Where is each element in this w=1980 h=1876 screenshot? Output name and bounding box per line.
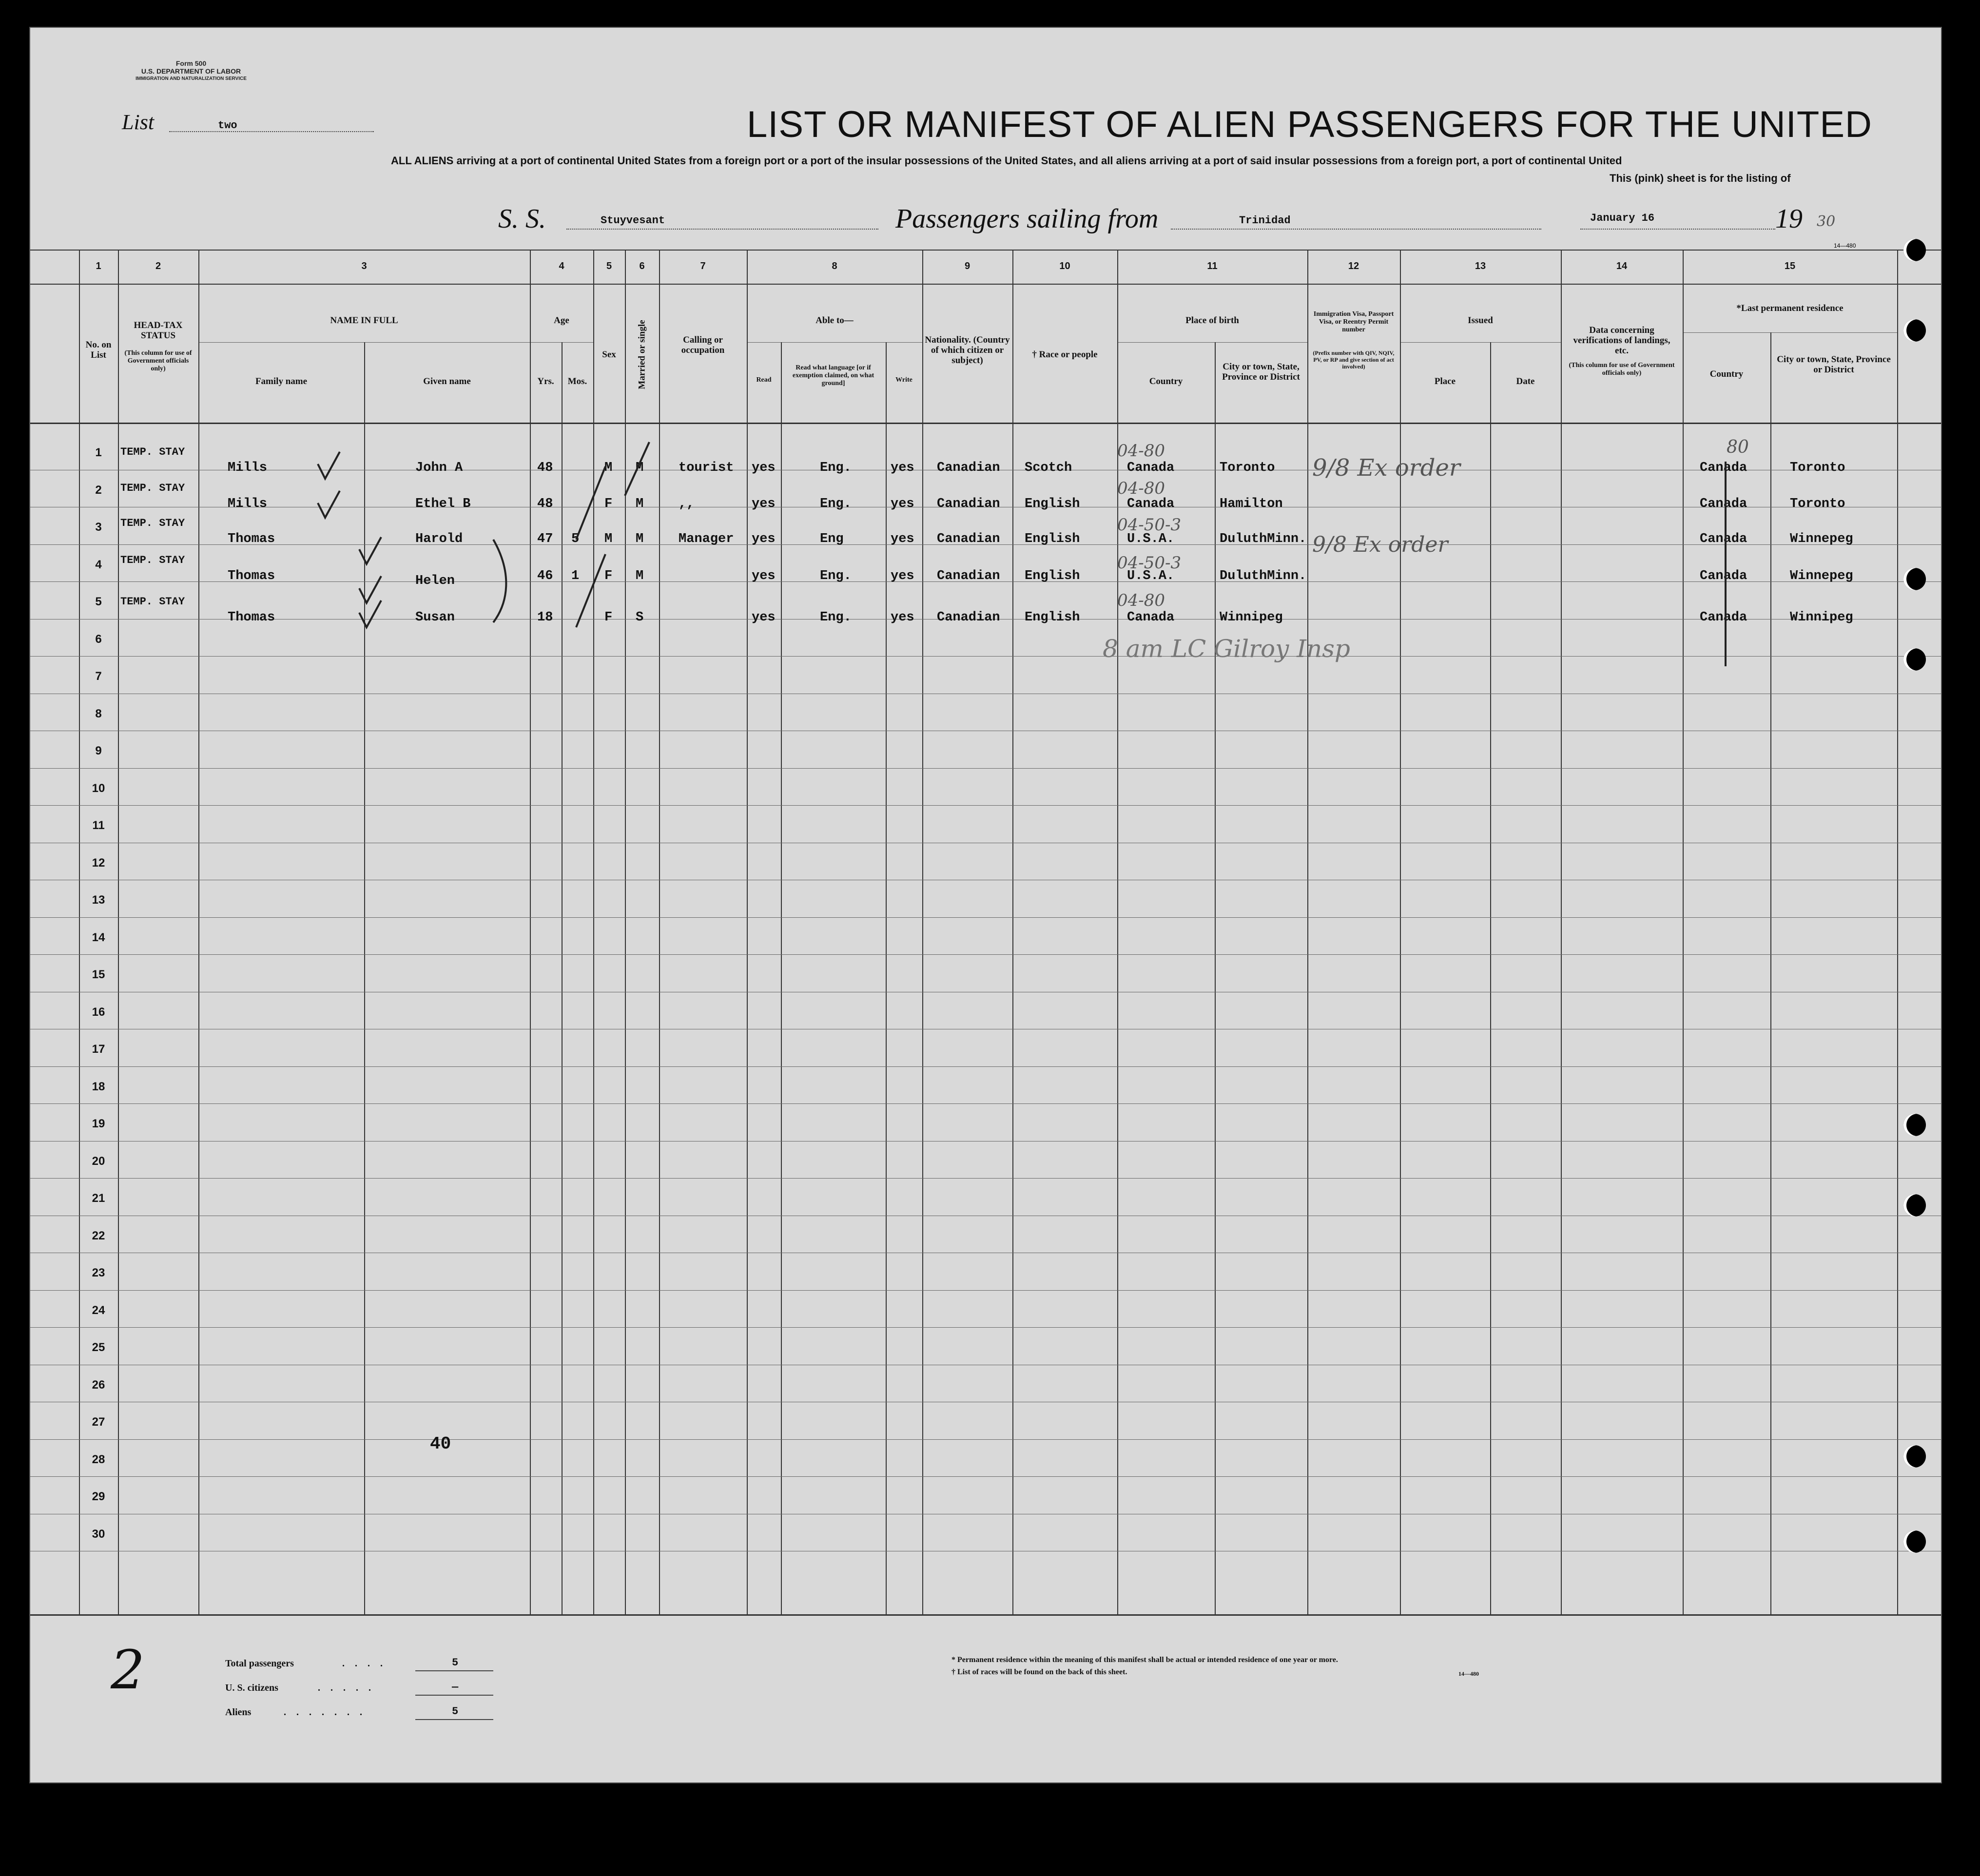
check-mark (359, 600, 381, 627)
header-family-name: Family name (255, 376, 308, 387)
row-number: 7 (95, 670, 102, 683)
passenger-birth-country: Canada (1127, 610, 1175, 625)
passenger-read-language: Eng. (820, 497, 852, 511)
header-head-tax: HEAD-TAX STATUS (134, 320, 183, 341)
row-number: 21 (92, 1192, 105, 1205)
header-birth-country: Country (1149, 376, 1183, 387)
passenger-can-read: yes (752, 461, 776, 475)
check-mark (359, 576, 381, 603)
col-num-2: 2 (155, 261, 161, 271)
header-visa: Immigration Visa, Passport Visa, or Reentry Permit number (1313, 310, 1394, 333)
header-calling: Calling or occupation (681, 335, 725, 355)
passenger-sex: F (604, 497, 613, 511)
col-num-11: 11 (1207, 261, 1218, 271)
dots: . . . . . (318, 1683, 375, 1693)
passenger-head-tax-status: TEMP. STAY (120, 596, 185, 608)
row-number: 28 (92, 1452, 105, 1466)
corner-code: 14—480 (1834, 242, 1856, 249)
passenger-family-name: Thomas (228, 532, 275, 546)
passenger-can-write: yes (891, 569, 914, 583)
passenger-age-years: 18 (537, 610, 553, 625)
sailing-value: Trinidad (1239, 214, 1291, 227)
header-no-on-list: No. on List (85, 340, 112, 360)
passenger-family-name: Thomas (228, 610, 275, 625)
ss-label: S. S. (498, 204, 546, 234)
birth-code-2: 04-80 (1117, 479, 1165, 498)
visa-note-3: 9/8 Ex order (1312, 532, 1448, 557)
punch-hole (1903, 1114, 1926, 1136)
total-line (415, 1670, 493, 1671)
passenger-given-name: John A (415, 461, 463, 475)
handwritten-strokes (30, 28, 1941, 1782)
aliens-label: Aliens (225, 1707, 252, 1718)
passenger-head-tax-status: TEMP. STAY (120, 482, 185, 494)
citizens-line (415, 1695, 493, 1696)
us-citizens-label: U. S. citizens (225, 1683, 278, 1693)
passenger-family-name: Mills (228, 497, 268, 511)
row-number: 19 (92, 1117, 105, 1130)
row-number: 2 (95, 483, 102, 497)
passenger-nationality: Canadian (937, 610, 1000, 625)
passenger-nationality: Canadian (937, 532, 1000, 546)
passenger-can-read: yes (752, 610, 776, 625)
header-nationality: Nationality. (Country of which citizen or subject) (925, 335, 1010, 366)
us-citizens-value: — (452, 1681, 459, 1693)
row-number: 4 (95, 558, 102, 571)
form-number: Form 500 (175, 59, 207, 67)
passenger-residence-city: Winnepeg (1790, 532, 1853, 546)
passenger-residence-city: Winnepeg (1790, 569, 1853, 583)
row-number: 15 (92, 968, 105, 981)
col-num-12: 12 (1348, 261, 1359, 271)
footnote-residence: * Permanent residence within the meaning of this manifest shall be actual or intended residence of one year or more. (951, 1656, 1338, 1664)
residence-note: 80 (1727, 437, 1749, 457)
header-married-or-single: Married or single (637, 320, 647, 389)
passenger-can-write: yes (891, 461, 914, 475)
service-name: IMMIGRATION AND NATURALIZATION SERVICE (136, 76, 247, 81)
aliens-line (415, 1719, 493, 1720)
passenger-birth-city: Toronto (1220, 461, 1275, 475)
list-value: two (218, 119, 237, 132)
passenger-given-name: Ethel B (415, 497, 471, 511)
passenger-marital-status: M (636, 532, 644, 546)
total-passengers-value: 5 (452, 1657, 459, 1669)
passenger-given-name: Helen (415, 574, 455, 588)
passenger-occupation: tourist (679, 461, 734, 475)
passenger-occupation: Manager (679, 532, 734, 546)
corner-mark: 2 (111, 1639, 145, 1701)
passenger-given-name: Harold (415, 532, 463, 546)
header-mos: Mos. (567, 376, 587, 387)
passenger-nationality: Canadian (937, 569, 1000, 583)
footer-code: 14—480 (1458, 1670, 1479, 1677)
passenger-race: English (1025, 532, 1080, 546)
passenger-marital-status: S (636, 610, 644, 625)
passenger-residence-country: Canada (1700, 610, 1747, 625)
passenger-race: English (1025, 610, 1080, 625)
slash-mark (576, 554, 605, 627)
col-num-1: 1 (96, 261, 101, 271)
row-number: 17 (92, 1043, 105, 1056)
passenger-birth-city: Hamilton (1220, 497, 1283, 511)
passenger-race: English (1025, 497, 1080, 511)
passenger-marital-status: M (636, 461, 644, 475)
passenger-sex: F (604, 610, 613, 625)
passenger-residence-country: Canada (1700, 461, 1747, 475)
header-given-name: Given name (423, 376, 471, 387)
row-number: 11 (92, 819, 105, 832)
row-number: 24 (92, 1303, 105, 1317)
intro-line-2: This (pink) sheet is for the listing of (1610, 172, 1791, 184)
row-number: 27 (92, 1415, 105, 1429)
passenger-age-months: 5 (571, 532, 580, 546)
birth-code-1: 04-80 (1117, 441, 1165, 461)
punch-hole (1903, 648, 1926, 671)
passenger-marital-status: M (636, 497, 644, 511)
passenger-birth-city: DuluthMinn. (1220, 532, 1307, 546)
slash-mark (576, 466, 605, 540)
page-title: LIST OR MANIFEST OF ALIEN PASSENGERS FOR THE UNITED (747, 104, 1872, 145)
footnote-races: † List of races will be found on the back of this sheet. (951, 1668, 1127, 1676)
passenger-family-name: Thomas (228, 569, 275, 583)
slash-mark (625, 442, 649, 496)
department-name: U.S. DEPARTMENT OF LABOR (141, 67, 241, 75)
passenger-birth-country: Canada (1127, 497, 1175, 511)
header-res-city: City or town, State, Province or District (1777, 354, 1891, 375)
col-num-4: 4 (559, 261, 564, 271)
passenger-birth-country: U.S.A. (1127, 569, 1175, 583)
passenger-age-years: 48 (537, 461, 553, 475)
passenger-head-tax-status: TEMP. STAY (120, 554, 185, 566)
passenger-birth-country: U.S.A. (1127, 532, 1175, 546)
row-number: 16 (92, 1005, 105, 1019)
check-mark (318, 491, 340, 518)
col-num-8: 8 (832, 261, 837, 271)
passenger-head-tax-status: TEMP. STAY (120, 517, 185, 529)
passenger-occupation: ,, (679, 497, 695, 511)
punch-hole (1903, 319, 1926, 342)
check-mark (359, 537, 381, 564)
manifest-sheet (29, 27, 1942, 1783)
header-yrs: Yrs. (537, 376, 554, 387)
passenger-read-language: Eng. (820, 461, 852, 475)
row-number: 5 (95, 595, 102, 608)
intro-line-1: ALL ALIENS arriving at a port of continental United States from a foreign port or a port of the insular possessions of the United States, and all aliens arriving at a port of said insular possessions from a foreign port, a port of continental United (391, 155, 1622, 167)
row-number: 13 (92, 893, 105, 907)
header-birth-city: City or town, State, Province or District (1222, 362, 1300, 382)
header-res-country: Country (1709, 369, 1744, 379)
aliens-value: 5 (452, 1705, 459, 1718)
dots: . . . . (342, 1658, 387, 1669)
passenger-sex: M (604, 461, 613, 475)
passenger-can-read: yes (752, 497, 776, 511)
row-number: 18 (92, 1080, 105, 1093)
row-number: 25 (92, 1341, 105, 1354)
punch-hole (1903, 1445, 1926, 1468)
row-number: 29 (92, 1490, 105, 1503)
passenger-read-language: Eng (820, 532, 844, 546)
header-read: Read (756, 376, 772, 384)
col-num-6: 6 (639, 261, 645, 271)
punch-hole (1903, 568, 1926, 590)
header-read-language: Read what language [or if exemption claimed, on what ground] (792, 364, 874, 387)
birth-code-3: 04-50-3 (1117, 515, 1182, 535)
col-num-14: 14 (1616, 261, 1628, 271)
passenger-race: Scotch (1025, 461, 1072, 475)
passenger-can-read: yes (752, 569, 776, 583)
header-issued-place: Place (1434, 376, 1456, 387)
passenger-residence-city: Toronto (1790, 461, 1845, 475)
passenger-can-read: yes (752, 532, 776, 546)
header-data-concerning: Data concerning verifications of landings, etc. (1573, 325, 1670, 356)
header-head-tax-note: (This column for use of Government officials only) (124, 349, 192, 372)
passenger-read-language: Eng. (820, 569, 852, 583)
passenger-sex: F (604, 569, 613, 583)
passenger-residence-country: Canada (1700, 532, 1747, 546)
header-last-residence: *Last permanent residence (1736, 303, 1844, 313)
passenger-nationality: Canadian (937, 461, 1000, 475)
col-num-13: 13 (1475, 261, 1486, 271)
passenger-residence-city: Toronto (1790, 497, 1845, 511)
passenger-age-years: 46 (537, 569, 553, 583)
punch-hole (1903, 1530, 1926, 1553)
ss-value: Stuyvesant (601, 214, 665, 227)
passenger-head-tax-status: TEMP. STAY (120, 446, 185, 458)
sailing-label: Passengers sailing from (895, 204, 1159, 234)
total-passengers-label: Total passengers (225, 1658, 294, 1669)
row-number: 20 (92, 1154, 105, 1168)
row-number: 26 (92, 1378, 105, 1392)
header-issued: Issued (1468, 315, 1493, 326)
row27-mark: 40 (430, 1434, 451, 1454)
row-number: 1 (95, 446, 102, 459)
header-race: † Race or people (1032, 349, 1098, 360)
passenger-family-name: Mills (228, 461, 268, 475)
birth-code-4: 04-50-3 (1117, 553, 1182, 573)
passenger-sex: M (604, 532, 613, 546)
row-number: 10 (92, 781, 105, 795)
header-visa-note: (Prefix number with QIV, NQIV, PV, or RP and give section of act involved) (1313, 349, 1395, 370)
passenger-residence-city: Winnipeg (1790, 610, 1853, 625)
header-sex: Sex (602, 349, 616, 360)
list-label: List (122, 110, 155, 134)
visa-note-1: 9/8 Ex order (1312, 454, 1460, 482)
row-number: 3 (95, 521, 102, 534)
passenger-residence-country: Canada (1700, 569, 1747, 583)
check-mark (318, 452, 340, 479)
inspector-signature: 8 am LC Gilroy Insp (1103, 635, 1350, 663)
passenger-age-months: 1 (571, 569, 580, 583)
passenger-can-write: yes (891, 532, 914, 546)
col-num-10: 10 (1059, 261, 1070, 271)
header-name-in-full: NAME IN FULL (330, 315, 398, 326)
passenger-can-write: yes (891, 610, 914, 625)
col-num-15: 15 (1784, 261, 1796, 271)
header-able-to: Able to— (815, 315, 854, 326)
passenger-birth-city: Winnipeg (1220, 610, 1283, 625)
header-place-of-birth: Place of birth (1185, 315, 1239, 326)
passenger-marital-status: M (636, 569, 644, 583)
row-number: 14 (92, 930, 105, 944)
passenger-age-years: 47 (537, 532, 553, 546)
passenger-age-years: 48 (537, 497, 553, 511)
header-write: Write (895, 376, 912, 384)
passenger-can-write: yes (891, 497, 914, 511)
header-age: Age (554, 315, 569, 326)
col-num-7: 7 (700, 261, 706, 271)
punch-hole (1903, 1194, 1926, 1217)
birth-code-5: 04-80 (1117, 591, 1165, 610)
punch-hole (1903, 239, 1926, 261)
row-number: 8 (95, 707, 102, 720)
year-suffix: 30 (1817, 213, 1836, 230)
col-num-3: 3 (361, 261, 367, 271)
header-issued-date: Date (1516, 376, 1535, 387)
row-number: 12 (92, 856, 105, 870)
header-data-note: (This column for use of Government officials only) (1569, 362, 1675, 377)
row-number: 23 (92, 1266, 105, 1279)
row-number: 6 (95, 632, 102, 646)
dots: . . . . . . . (284, 1707, 366, 1718)
row-number: 30 (92, 1527, 105, 1541)
row-number: 22 (92, 1229, 105, 1242)
row-number: 9 (95, 744, 102, 757)
passenger-given-name: Susan (415, 610, 455, 625)
bracket-mark (493, 540, 506, 622)
passenger-nationality: Canadian (937, 497, 1000, 511)
year-prefix: 19 (1775, 204, 1803, 234)
passenger-residence-country: Canada (1700, 497, 1747, 511)
passenger-read-language: Eng. (820, 610, 852, 625)
col-num-5: 5 (606, 261, 612, 271)
passenger-race: English (1025, 569, 1080, 583)
passenger-birth-country: Canada (1127, 461, 1175, 475)
col-num-9: 9 (964, 261, 971, 271)
date-value: January 16 (1590, 212, 1655, 224)
passenger-birth-city: DuluthMinn. (1220, 569, 1307, 583)
